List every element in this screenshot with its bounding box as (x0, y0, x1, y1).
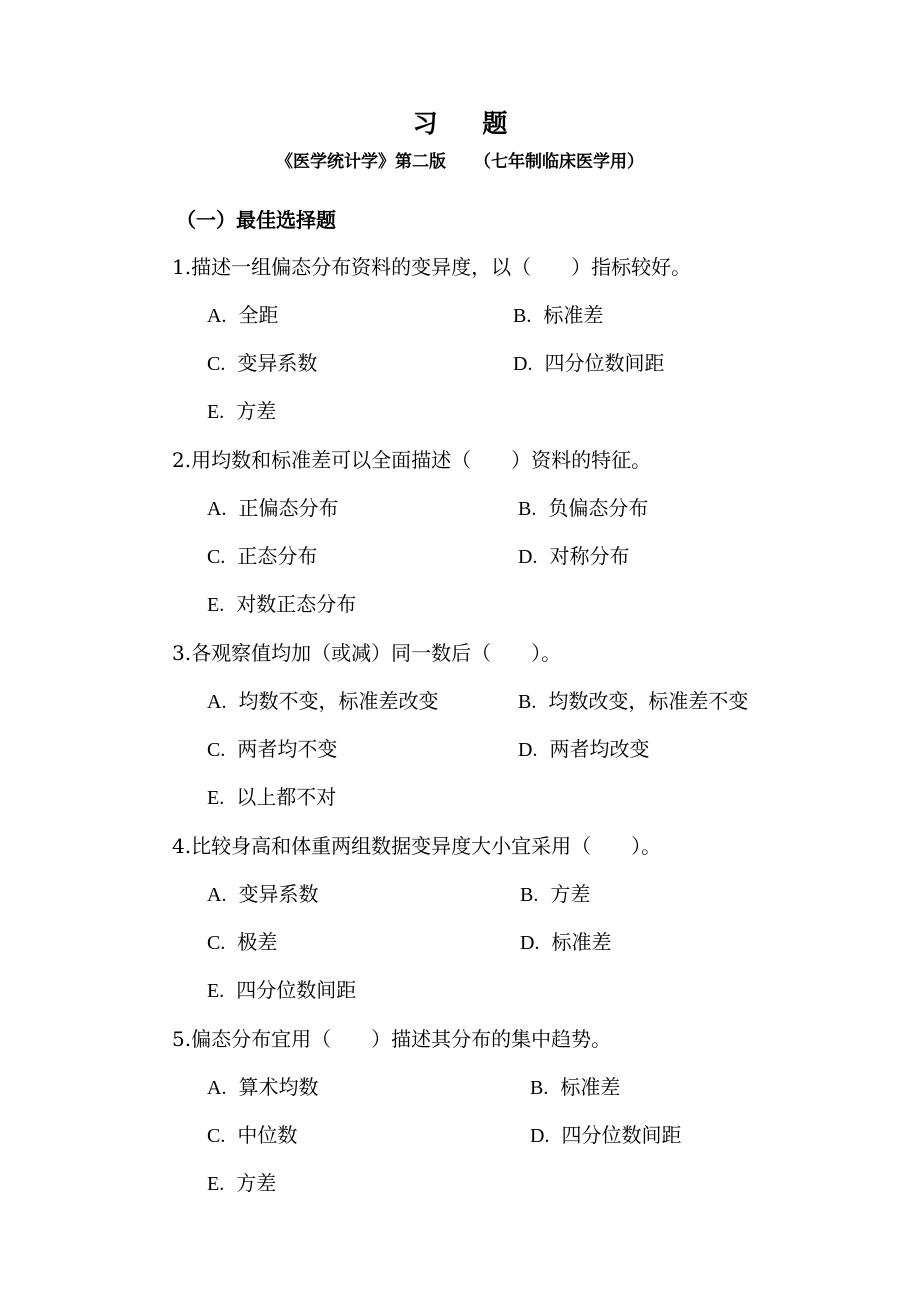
question (172, 243, 852, 435)
page-title: 习 题 (412, 109, 526, 138)
option-letter: E. (207, 980, 225, 1002)
option-e (207, 773, 336, 822)
option-c (207, 1111, 297, 1160)
option-text: 正偏态分布 (238, 496, 339, 520)
option-b (530, 1063, 620, 1112)
option-c (207, 725, 337, 774)
option-d (518, 532, 629, 581)
option-a (207, 484, 338, 533)
option-text: 正态分布 (237, 544, 318, 568)
option-letter: B. (513, 305, 532, 327)
option-letter: A. (207, 884, 227, 906)
option-c (207, 339, 317, 388)
option-text: 对数正态分布 (236, 592, 357, 616)
option-text: 两者均不变 (237, 737, 338, 761)
option-a (207, 870, 318, 919)
option-text: 方差 (550, 882, 591, 906)
option-letter: D. (518, 546, 538, 568)
option-row (172, 1159, 852, 1207)
option-letter: A. (207, 498, 227, 520)
option-letter: A. (207, 1077, 227, 1099)
option-text: 全距 (238, 303, 279, 327)
option-letter: A. (207, 305, 227, 327)
question-stem: 1.描述一组偏态分布资料的变异度，以（ ）指标较好。 (172, 255, 692, 279)
option-text: 对称分布 (549, 544, 630, 568)
option-letter: E. (207, 401, 225, 423)
section-heading: （一）最佳选择题 (176, 208, 336, 232)
option-letter: C. (207, 739, 226, 761)
audience: （七年制临床医学用） (474, 152, 644, 172)
option-a (207, 677, 438, 726)
option-e (207, 580, 356, 629)
option-text: 方差 (236, 399, 277, 423)
option-text: 中位数 (237, 1123, 298, 1147)
option-row (172, 870, 852, 918)
question (172, 629, 852, 821)
option-d (530, 1111, 681, 1160)
option-b (513, 291, 603, 340)
option-row (172, 773, 852, 821)
question-stem: 3.各观察值均加（或减）同一数后（ ）。 (172, 641, 562, 665)
option-text: 四分位数间距 (561, 1123, 682, 1147)
option-letter: C. (207, 546, 226, 568)
option-row (172, 291, 852, 339)
option-text: 算术均数 (238, 1075, 319, 1099)
option-c (207, 918, 277, 967)
option-letter: B. (518, 498, 537, 520)
option-letter: C. (207, 932, 226, 954)
option-e (207, 966, 356, 1015)
option-b (518, 677, 748, 726)
option-row (172, 580, 852, 628)
option-c (207, 532, 317, 581)
option-row (172, 966, 852, 1014)
question-stem: 4.比较身高和体重两组数据变异度大小宜采用（ ）。 (172, 834, 662, 858)
option-letter: C. (207, 1125, 226, 1147)
option-text: 以上都不对 (236, 785, 337, 809)
option-row (172, 1111, 852, 1159)
option-text: 标准差 (560, 1075, 621, 1099)
option-row (172, 918, 852, 966)
option-text: 四分位数间距 (236, 978, 357, 1002)
option-row (172, 677, 852, 725)
option-d (520, 918, 611, 967)
option-text: 极差 (237, 930, 278, 954)
option-letter: D. (530, 1125, 550, 1147)
option-letter: E. (207, 1173, 225, 1195)
option-letter: B. (530, 1077, 549, 1099)
book-title: 《医学统计学》第二版 (276, 152, 446, 172)
option-text: 方差 (236, 1171, 277, 1195)
option-row (172, 339, 852, 387)
option-letter: D. (513, 353, 533, 375)
question-stem: 5.偏态分布宜用（ ）描述其分布的集中趋势。 (172, 1027, 612, 1051)
option-text: 四分位数间距 (544, 351, 665, 375)
option-a (207, 1063, 318, 1112)
option-e (207, 1159, 276, 1208)
option-d (518, 725, 649, 774)
option-row (172, 387, 852, 435)
option-letter: E. (207, 594, 225, 616)
option-row (172, 725, 852, 773)
option-text: 变异系数 (237, 351, 318, 375)
option-row (172, 484, 852, 532)
option-letter: B. (520, 884, 539, 906)
option-text: 均数改变，标准差不变 (548, 689, 749, 713)
option-e (207, 387, 276, 436)
question (172, 822, 852, 1014)
option-letter: D. (520, 932, 540, 954)
option-letter: C. (207, 353, 226, 375)
option-d (513, 339, 664, 388)
option-text: 两者均改变 (549, 737, 650, 761)
option-letter: A. (207, 691, 227, 713)
option-letter: E. (207, 787, 225, 809)
subtitle (0, 147, 920, 172)
option-a (207, 291, 278, 340)
option-b (520, 870, 590, 919)
option-letter: B. (518, 691, 537, 713)
question-stem: 2.用均数和标准差可以全面描述（ ）资料的特征。 (172, 448, 652, 472)
option-row (172, 532, 852, 580)
option-text: 变异系数 (238, 882, 319, 906)
option-text: 标准差 (551, 930, 612, 954)
option-text: 标准差 (543, 303, 604, 327)
option-row (172, 1063, 852, 1111)
option-text: 负偏态分布 (548, 496, 649, 520)
question (172, 436, 852, 628)
option-b (518, 484, 648, 533)
question (172, 1015, 852, 1207)
option-letter: D. (518, 739, 538, 761)
option-text: 均数不变，标准差改变 (238, 689, 439, 713)
